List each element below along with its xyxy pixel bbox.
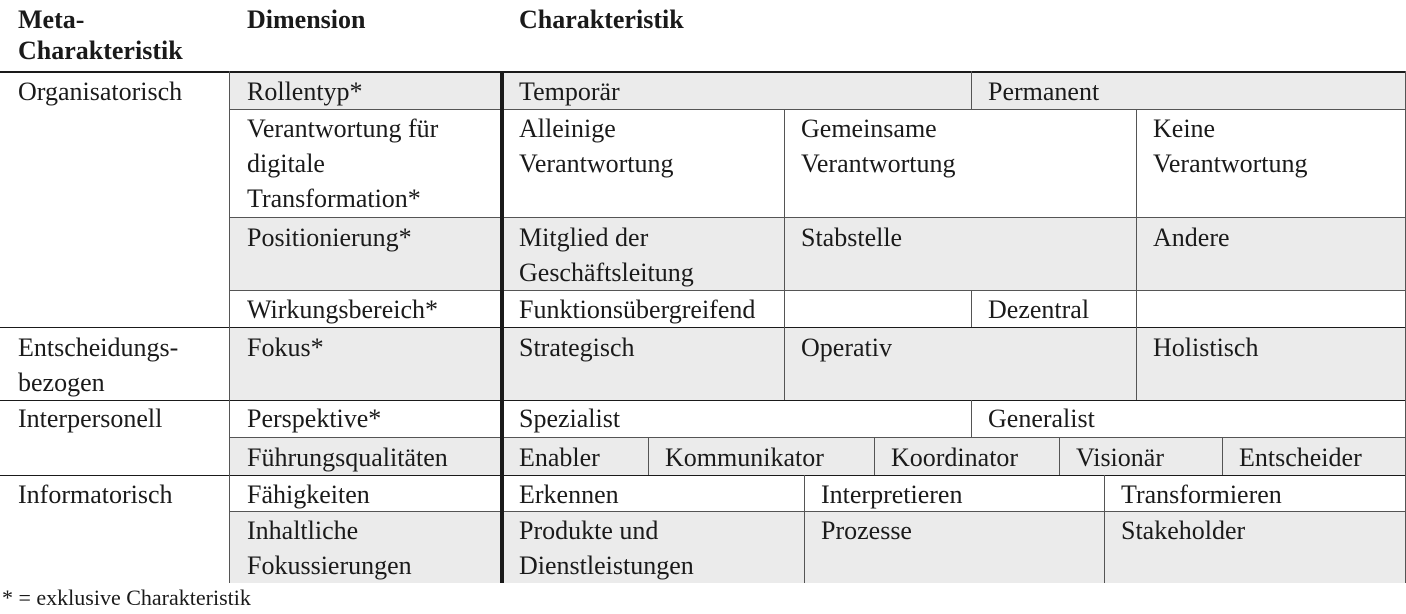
rule-row-2: [230, 217, 1406, 218]
split-rollentyp: [971, 71, 972, 109]
rule-row-4: [230, 437, 1406, 438]
cell-entscheider: Entscheider: [1239, 443, 1362, 472]
rule-row-5: [230, 511, 1406, 512]
cell-gemeinsame: Gemeinsame Verantwortung: [801, 114, 956, 178]
split-fokus-a: [784, 327, 785, 400]
cell-stabstelle: Stabstelle: [801, 223, 903, 252]
cell-operativ: Operativ: [801, 333, 892, 362]
cell-generalist: Generalist: [988, 404, 1095, 433]
rule-col-dim: [500, 71, 504, 583]
cell-strategisch: Strategisch: [519, 333, 635, 362]
rule-row-1: [230, 109, 1406, 110]
dim-inhaltliche: Inhaltliche Fokussierungen: [247, 516, 412, 580]
split-perspektive: [971, 400, 972, 437]
cell-prozesse: Prozesse: [821, 516, 912, 545]
group-entscheidungsbezogen: Entscheidungs- bezogen: [18, 333, 179, 397]
split-3col-b: [1136, 109, 1137, 327]
cell-interpretieren: Interpretieren: [821, 480, 963, 509]
cell-funktionsuebergreifend: Funktionsübergreifend: [519, 295, 756, 324]
dim-positionierung: Positionierung*: [247, 223, 412, 252]
split-fokus-b: [1136, 327, 1137, 400]
cell-koordinator: Koordinator: [891, 443, 1019, 472]
group-organisatorisch: Organisatorisch: [18, 77, 183, 106]
header-characteristic: Charakteristik: [519, 5, 684, 34]
group-interpersonell: Interpersonell: [18, 404, 163, 433]
dim-wirkungsbereich: Wirkungsbereich*: [247, 295, 439, 324]
dim-verantwortung: Verantwortung für digitale Transformation*: [247, 114, 439, 213]
footnote: * = exklusive Charakteristik: [2, 585, 251, 610]
rule-org-end: [0, 327, 1406, 328]
rule-ent-end: [0, 400, 1406, 401]
cell-erkennen: Erkennen: [519, 480, 619, 509]
dim-fokus: Fokus*: [247, 333, 324, 362]
group-informatorisch: Informatorisch: [18, 480, 173, 509]
split-fuehrung-4: [1222, 437, 1223, 475]
cell-holistisch: Holistisch: [1153, 333, 1259, 362]
dim-faehigkeiten: Fähigkeiten: [247, 480, 370, 509]
split-fuehrung-2: [874, 437, 875, 475]
dim-rollentyp: Rollentyp*: [247, 77, 363, 106]
rule-header: [0, 71, 1406, 73]
cell-andere: Andere: [1153, 223, 1230, 252]
cell-temporaer: Temporär: [519, 77, 620, 106]
split-3col-a: [784, 109, 785, 327]
cell-transformieren: Transformieren: [1121, 480, 1282, 509]
cell-stakeholder: Stakeholder: [1121, 516, 1246, 545]
split-fuehrung-3: [1059, 437, 1060, 475]
split-info-a: [804, 475, 805, 583]
dim-perspektive: Perspektive*: [247, 404, 382, 433]
cell-permanent: Permanent: [988, 77, 1100, 106]
cell-spezialist: Spezialist: [519, 404, 621, 433]
cell-alleinige: Alleinige Verantwortung: [519, 114, 674, 178]
dim-fuehrung: Führungsqualitäten: [247, 443, 448, 472]
cell-kommunikator: Kommunikator: [665, 443, 824, 472]
cell-dezentral: Dezentral: [988, 295, 1090, 324]
rule-col-meta: [229, 71, 230, 583]
rule-row-3: [230, 290, 1406, 291]
split-wirkungsbereich: [971, 290, 972, 327]
split-fuehrung-1: [648, 437, 649, 475]
cell-produkte: Produkte und Dienstleistungen: [519, 516, 694, 580]
cell-visionaer: Visionär: [1076, 443, 1164, 472]
rule-inter-end: [0, 475, 1406, 476]
cell-keine: Keine Verantwortung: [1153, 114, 1308, 178]
split-info-b: [1104, 475, 1105, 583]
header-meta: Meta- Charakteristik: [18, 5, 183, 65]
cell-enabler: Enabler: [519, 443, 600, 472]
header-dimension: Dimension: [247, 5, 366, 34]
cell-mitglied: Mitglied der Geschäftsleitung: [519, 223, 694, 287]
